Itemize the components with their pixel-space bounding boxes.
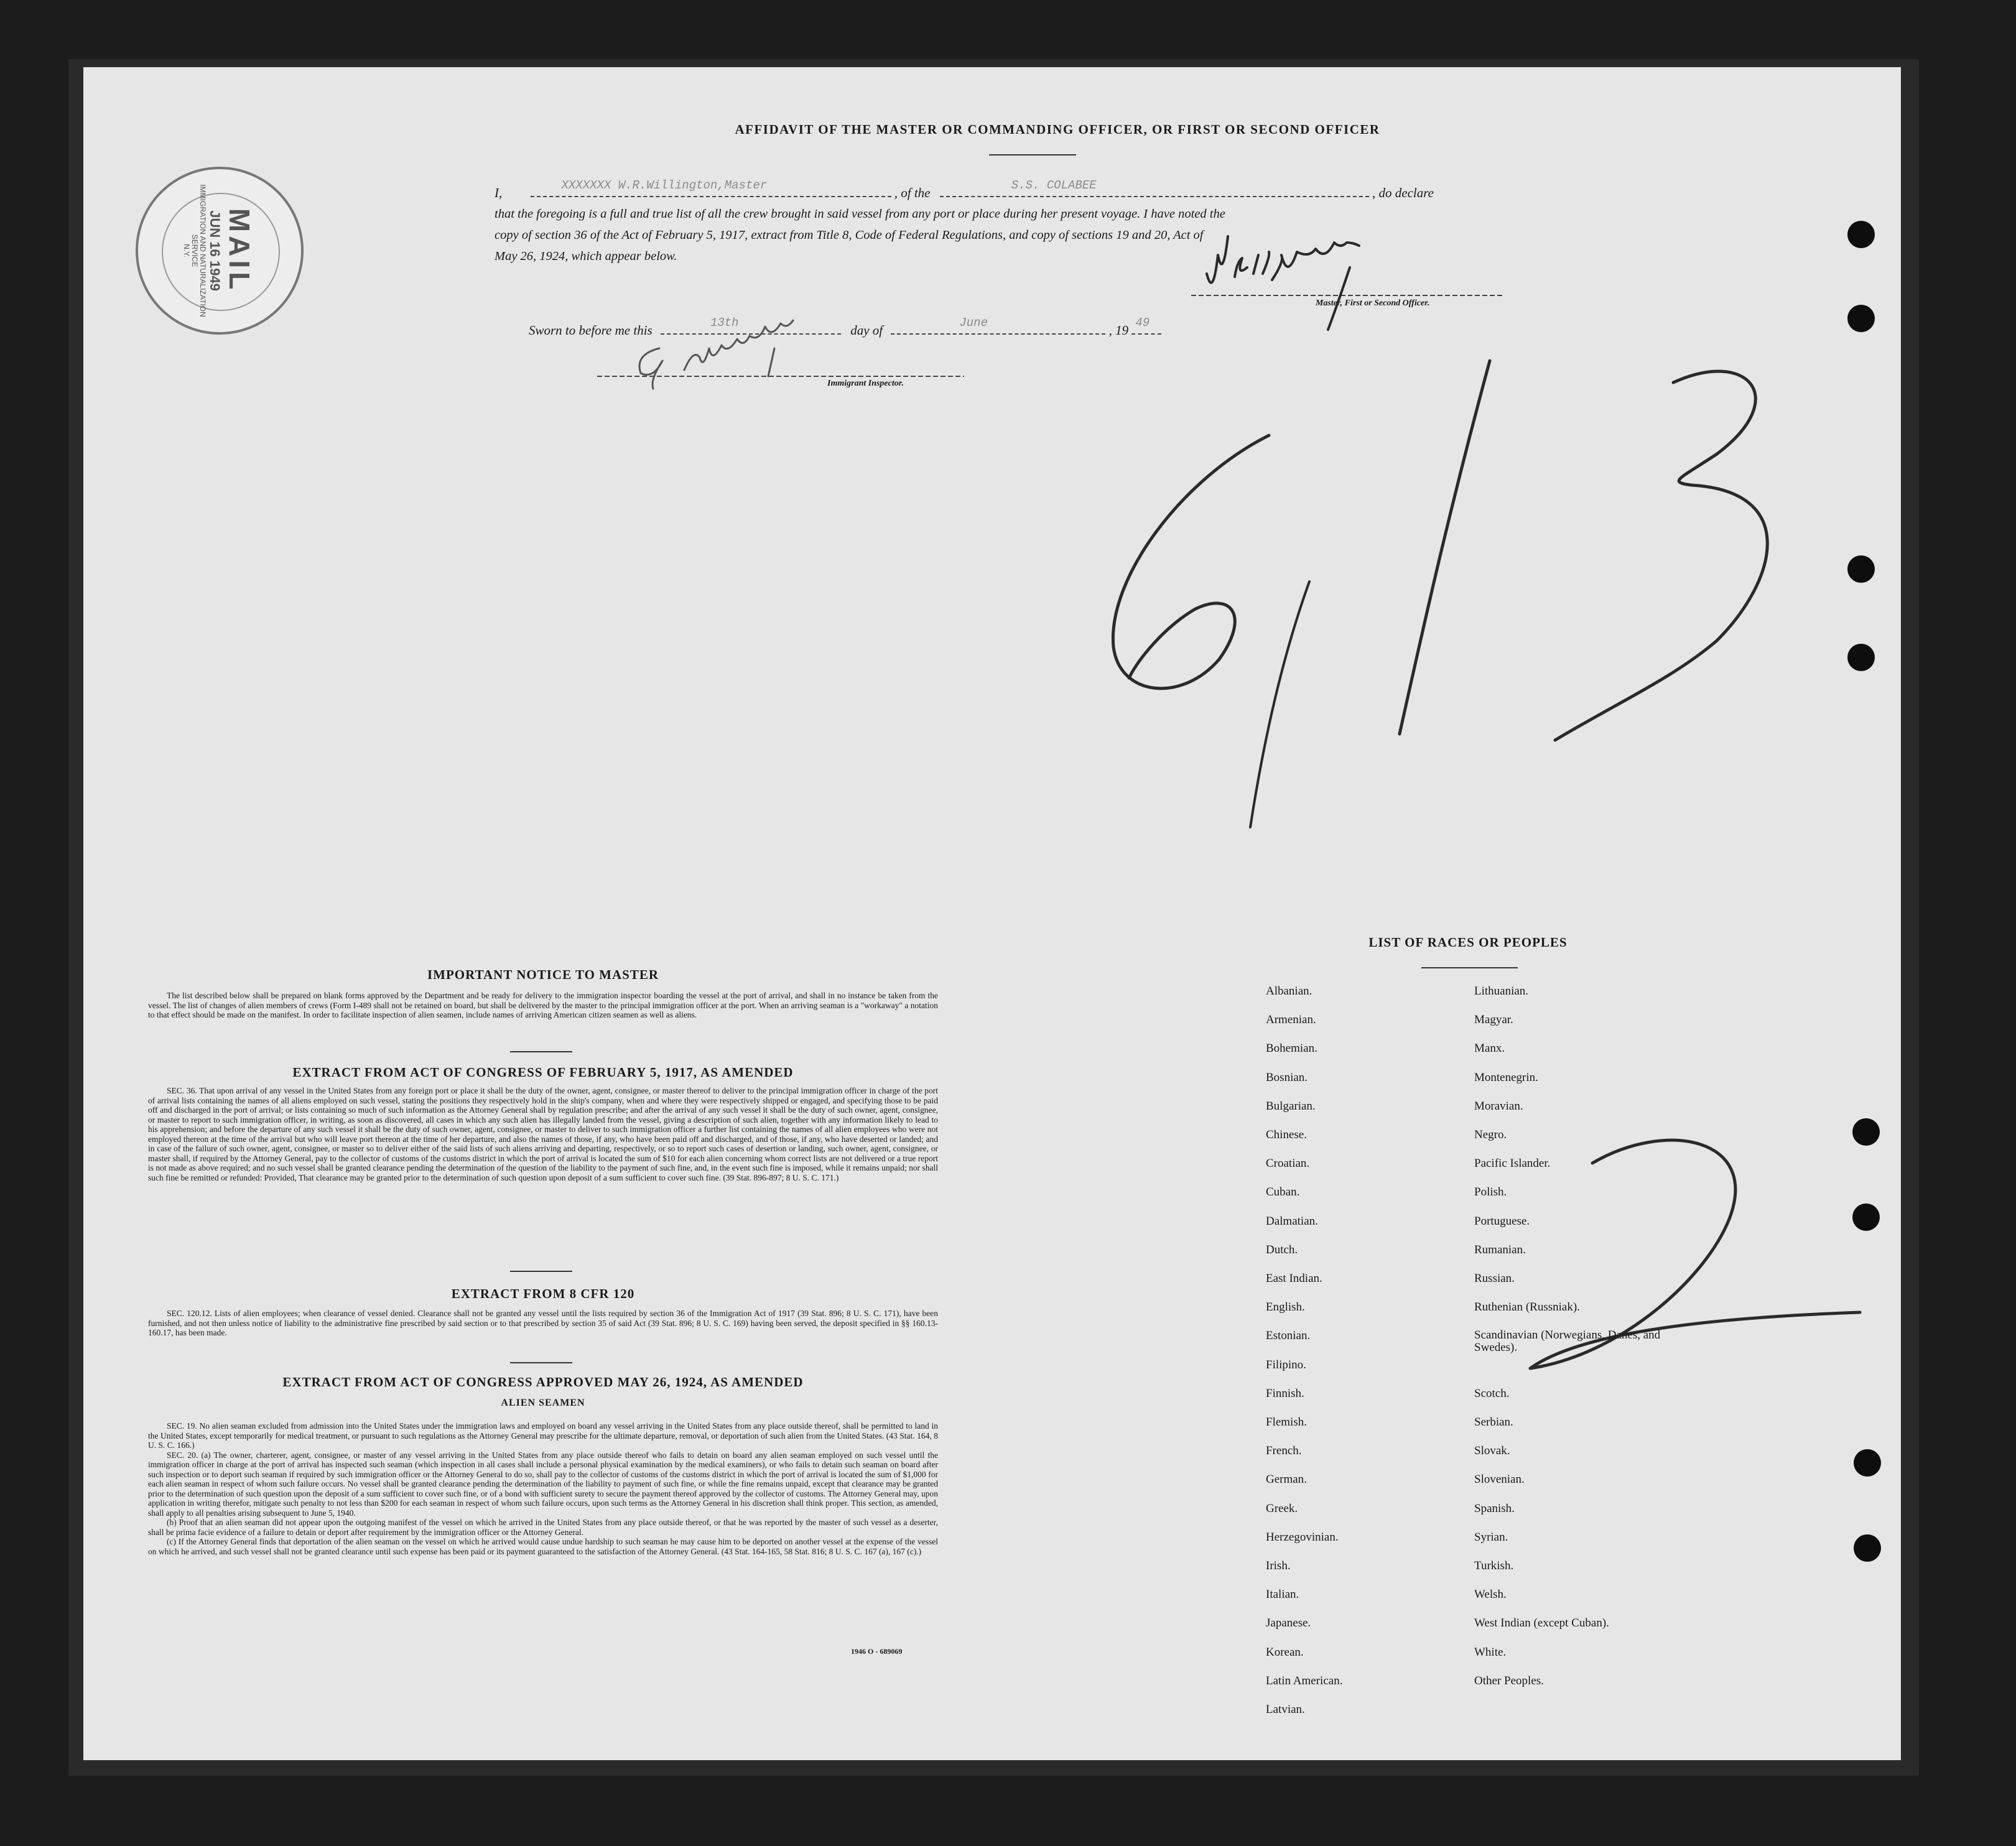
race-item: Armenian. <box>1266 1013 1316 1027</box>
race-item: Other Peoples. <box>1474 1674 1544 1687</box>
extract1-divider <box>510 1271 572 1272</box>
master-caption: Master, First or Second Officer. <box>1316 299 1430 308</box>
race-item: Japanese. <box>1266 1616 1311 1630</box>
handwritten-1 <box>1400 361 1490 734</box>
race-item: Scandinavian (Norwegians, Danes, and Swedes). <box>1474 1329 1661 1355</box>
statement-line-1: that the foregoing is a full and true list of all the crew brought in said vessel from any port or place during her present voyage. I have noted the <box>495 207 1225 221</box>
handwritten-slash <box>1250 582 1309 827</box>
race-item: Magyar. <box>1474 1013 1513 1027</box>
year-prefix: , 19 <box>1108 323 1129 338</box>
race-item: White. <box>1474 1645 1507 1659</box>
notice-body <box>148 991 938 1020</box>
races-heading: LIST OF RACES OR PEOPLES <box>1368 935 1568 950</box>
extract3-heading: EXTRACT FROM ACT OF CONGRESS APPROVED MAY 26, 1924, AS AMENDED <box>282 1375 804 1389</box>
extract2-heading: EXTRACT FROM 8 CFR 120 <box>451 1286 635 1301</box>
extract3-sec20a: SEC. 20. (a) The owner, charterer, agent, consignee, or master of any vessel arriving in the United States from any place outside thereof who fails to detain on board any alien seaman employed on such vessel until the immigration officer in charge at the port of arrival has inspected such seaman (which inspection in all cases shall include a personal physical examination by the medical examiners), or who fails to detain such seaman on board after such inspection or to deport such seaman if required by such immigration officer or the Attorney General to do so, shall pay to the collector of customs of the customs district in which the port of arrival is located the sum of $1,000 for each alien seaman in respect of whom such failure occurs. No vessel shall be granted clearance pending the determination of the liability to payment of such fine, or while the fine remains unpaid, except that clearance may be granted prior to the determination of such question upon the deposit of a sum sufficient to cover such fine, or of a bond with sufficient surety to secure the payment thereof approved by the collector of customs. The Attorney General may, upon application in writing therefor, mitigate such penalty to not less than $200 for each seaman in respect of whom such failure occurs, upon such terms as the Attorney General in his discretion shall think proper. This section, as amended, shall apply to all penalties arising subsequent to June 5, 1940. <box>148 1450 938 1518</box>
race-item: Latvian. <box>1266 1703 1305 1716</box>
extract3-subheading: ALIEN SEAMEN <box>501 1398 585 1408</box>
do-declare-label: , do declare <box>1372 185 1434 200</box>
extract3-sec20c: (c) If the Attorney General finds that deportation of the alien seaman on the vessel on which he arrived would cause undue hardship to such seaman he may cause him to be deported on another vessel at the expense of the vessel on which he arrived, and such vessel shall not be granted clearance until such expense has been paid or its payment guaranteed to the satisfaction of the Attorney General. (43 Stat. 164-165, 58 Stat. 816; 8 U. S. C. 167 (a), 167 (c).) <box>148 1537 938 1556</box>
extract2-text: SEC. 120.12. Lists of alien employees; when clearance of vessel denied. Clearance shall not be granted any vessel until the lists required by section 36 of the Immigration Act of 1917 (39 Stat. 896; 8 U. S. C. 171), have been furnished, and not then unless notice of liability to the administrative fine prescribed by said section or to that prescribed by section 35 of said Act (39 Stat. 896; 8 U. S. C. 169) having been served, the deposit specified in §§ 160.13-160.17, has been made. <box>148 1309 938 1337</box>
race-item: Italian. <box>1266 1588 1299 1602</box>
race-item: Cuban. <box>1266 1185 1300 1199</box>
sworn-month-typed: June <box>959 316 988 330</box>
race-item: Bohemian. <box>1266 1042 1317 1055</box>
extract1-body <box>148 1086 938 1182</box>
notice-heading: IMPORTANT NOTICE TO MASTER <box>427 967 659 982</box>
race-item: Turkish. <box>1474 1559 1514 1572</box>
race-item: Croatian. <box>1266 1157 1310 1171</box>
race-item: Montenegrin. <box>1474 1070 1538 1084</box>
race-item: Russian. <box>1474 1272 1515 1285</box>
race-item: Scotch. <box>1474 1386 1510 1400</box>
race-item: Albanian. <box>1266 985 1312 998</box>
race-item: Moravian. <box>1474 1099 1523 1113</box>
race-item: Manx. <box>1474 1042 1505 1055</box>
stamp-date: JUN 16 1949 <box>207 210 223 291</box>
extract3-sec20b: (b) Proof that an alien seaman did not appear upon the outgoing manifest of the vessel on which he arrived in the United States from any place outside thereof, or that he was reported by the master of such vessel as a deserter, shall be prima facie evidence of a failure to detain or deport after requirement by the immigration officer or the Attorney General. <box>148 1518 938 1537</box>
extract3-sec19: SEC. 19. No alien seaman excluded from admission into the United States under the immigration laws and employed on board any vessel arriving in the United States from any place outside thereof, shall be permitted to land in the United States, except temporarily for medical treatment, or pursuant to such regulations as the Attorney General may prescribe for the ultimate departure, removal, or deportation of such alien from the United States. (43 Stat. 164, 8 U. S. C. 166.) <box>148 1421 938 1450</box>
race-item: German. <box>1266 1473 1307 1487</box>
statement-line-2: copy of section 36 of the Act of February 5, 1917, extract from Title 8, Code of Federal Regulations, and copy of sections 19 and 20, Act of <box>495 228 1204 242</box>
race-item: Korean. <box>1266 1645 1304 1659</box>
inspector-caption: Immigrant Inspector. <box>827 379 904 388</box>
vessel-name-typed: S.S. COLABEE <box>1011 179 1097 192</box>
extract3-body <box>148 1421 938 1556</box>
notice-divider <box>510 1051 572 1052</box>
race-item: Lithuanian. <box>1474 985 1529 998</box>
race-item: Portuguese. <box>1474 1214 1530 1228</box>
races-divider <box>1421 967 1518 968</box>
i-label: I, <box>495 185 503 200</box>
race-item: Slovenian. <box>1474 1473 1525 1487</box>
race-item: English. <box>1266 1301 1305 1314</box>
race-item: Serbian. <box>1474 1416 1513 1429</box>
race-item: Spanish. <box>1474 1501 1515 1515</box>
extract2-body <box>148 1309 938 1338</box>
race-item: Herzegovinian. <box>1266 1530 1339 1544</box>
race-item: Bosnian. <box>1266 1070 1308 1084</box>
stamp-agency: IMMIGRATION AND NATURALIZATION SERVICE <box>190 184 208 317</box>
sworn-day-typed: 13th <box>710 316 739 330</box>
race-item: French. <box>1266 1444 1302 1458</box>
race-item: Dutch. <box>1266 1243 1298 1256</box>
race-item: Flemish. <box>1266 1416 1307 1429</box>
race-item: Welsh. <box>1474 1588 1507 1602</box>
extract1-text: SEC. 36. That upon arrival of any vessel in the United States from any foreign port or place it shall be the duty of the owner, agent, consignee, or master thereof to deliver to the principal immigration officer in charge of the port of arrival lists containing the names of all aliens employed on such vessel, stating the positions they respectively hold in the ship's company, when and where they were respectively shipped or engaged, and specifying those to be paid off and discharged in the port of arrival; or lists containing so much of such information as the Attorney General shall by regulation prescribe; and after the arrival of any such vessel it shall be the duty of such owner, agent, consignee, or master to report to such immigration officer, in writing, as soon as discovered, all cases in which any such alien has illegally landed from the vessel, giving a description of such alien, together with any information likely to lead to his apprehension; and before the departure of any such vessel it shall be the duty of such owner, agent, consignee, or master to deliver to such immigration officer a further list containing the names of all alien employees who were not employed thereon at the time of the arrival but who will leave port thereon at the time of her departure, and also the names of those, if any, who have been paid off and discharged, and of those, if any, who have deserted or landed; and in case of the failure of such owner, agent, consignee, or master so to deliver either of the said lists of such aliens arriving and departing, respectively, or so to report such cases of desertion or landing, such owner, agent, consignee, or master shall, if required by the Attorney General, pay to the collector of customs of the customs district in which the port of arrival is located the sum of $10 for each alien concerning whom correct lists are not delivered or a true report is not made as above required; and no such vessel shall be granted clearance pending the determination of the question of the liability to the payment of such fine, and, in the event such fine is imposed, while it remains unpaid; nor shall such fine be remitted or refunded: Provided, That clearance may be granted prior to the determination of such question upon deposit of a sum sufficient to cover such fine. (39 Stat. 896-897; 8 U. S. C. 171.) <box>148 1086 938 1182</box>
stamp-location: N.Y. <box>182 244 192 257</box>
race-item: Polish. <box>1474 1185 1507 1199</box>
sworn-label: Sworn to before me this <box>529 323 653 338</box>
race-item: Estonian. <box>1266 1329 1311 1343</box>
print-code: 1946 O - 689069 <box>851 1647 903 1656</box>
race-item: Pacific Islander. <box>1474 1157 1551 1171</box>
race-item: Dalmatian. <box>1266 1214 1318 1228</box>
handwritten-6 <box>1113 435 1269 689</box>
race-item: Syrian. <box>1474 1530 1508 1544</box>
race-item: Ruthenian (Russniak). <box>1474 1301 1580 1314</box>
extract1-heading: EXTRACT FROM ACT OF CONGRESS OF FEBRUARY 5, 1917, AS AMENDED <box>292 1065 794 1080</box>
notice-text: The list described below shall be prepared on blank forms approved by the Department and be ready for delivery to the immigration inspector boarding the vessel at the port of arrival, and shall in no instance be taken from the vessel. The list of changes of alien members of crews (Form I-489 shall not be retained on board, but shall be delivered by the master to the principal immigration officer at the port. When an arriving seaman is a "workaway" a notation to that effect should be made on the manifest. In order to facilitate inspection of alien seamen, include names of arriving American citizen seamen as well as aliens. <box>148 991 938 1019</box>
race-item: East Indian. <box>1266 1272 1322 1285</box>
race-item: Finnish. <box>1266 1386 1304 1400</box>
race-item: Irish. <box>1266 1559 1291 1572</box>
statement-line-3: May 26, 1924, which appear below. <box>495 249 677 263</box>
race-item: Chinese. <box>1266 1128 1307 1141</box>
master-name-typed: XXXXXXX W.R.Willington,Master <box>561 179 768 192</box>
inspector-signature <box>639 320 793 389</box>
race-item: Rumanian. <box>1474 1243 1526 1256</box>
master-signature <box>1207 236 1359 330</box>
race-item: Bulgarian. <box>1266 1099 1316 1113</box>
handwritten-3 <box>1555 371 1767 740</box>
race-item: Filipino. <box>1266 1358 1306 1371</box>
sworn-year-typed: 49 <box>1135 316 1150 330</box>
race-item: Slovak. <box>1474 1444 1510 1458</box>
stamp-mail: MAIL <box>223 208 256 294</box>
extract2-divider <box>510 1362 572 1363</box>
race-item: Latin American. <box>1266 1674 1343 1687</box>
affidavit-title: AFFIDAVIT OF THE MASTER OR COMMANDING OFFICER, OR FIRST OR SECOND OFFICER <box>735 122 1380 137</box>
race-item: Greek. <box>1266 1501 1298 1515</box>
race-item: West Indian (except Cuban). <box>1474 1616 1609 1630</box>
day-of-label: day of <box>850 323 883 338</box>
of-the-label: , of the <box>894 185 931 200</box>
race-item: Negro. <box>1474 1128 1507 1141</box>
